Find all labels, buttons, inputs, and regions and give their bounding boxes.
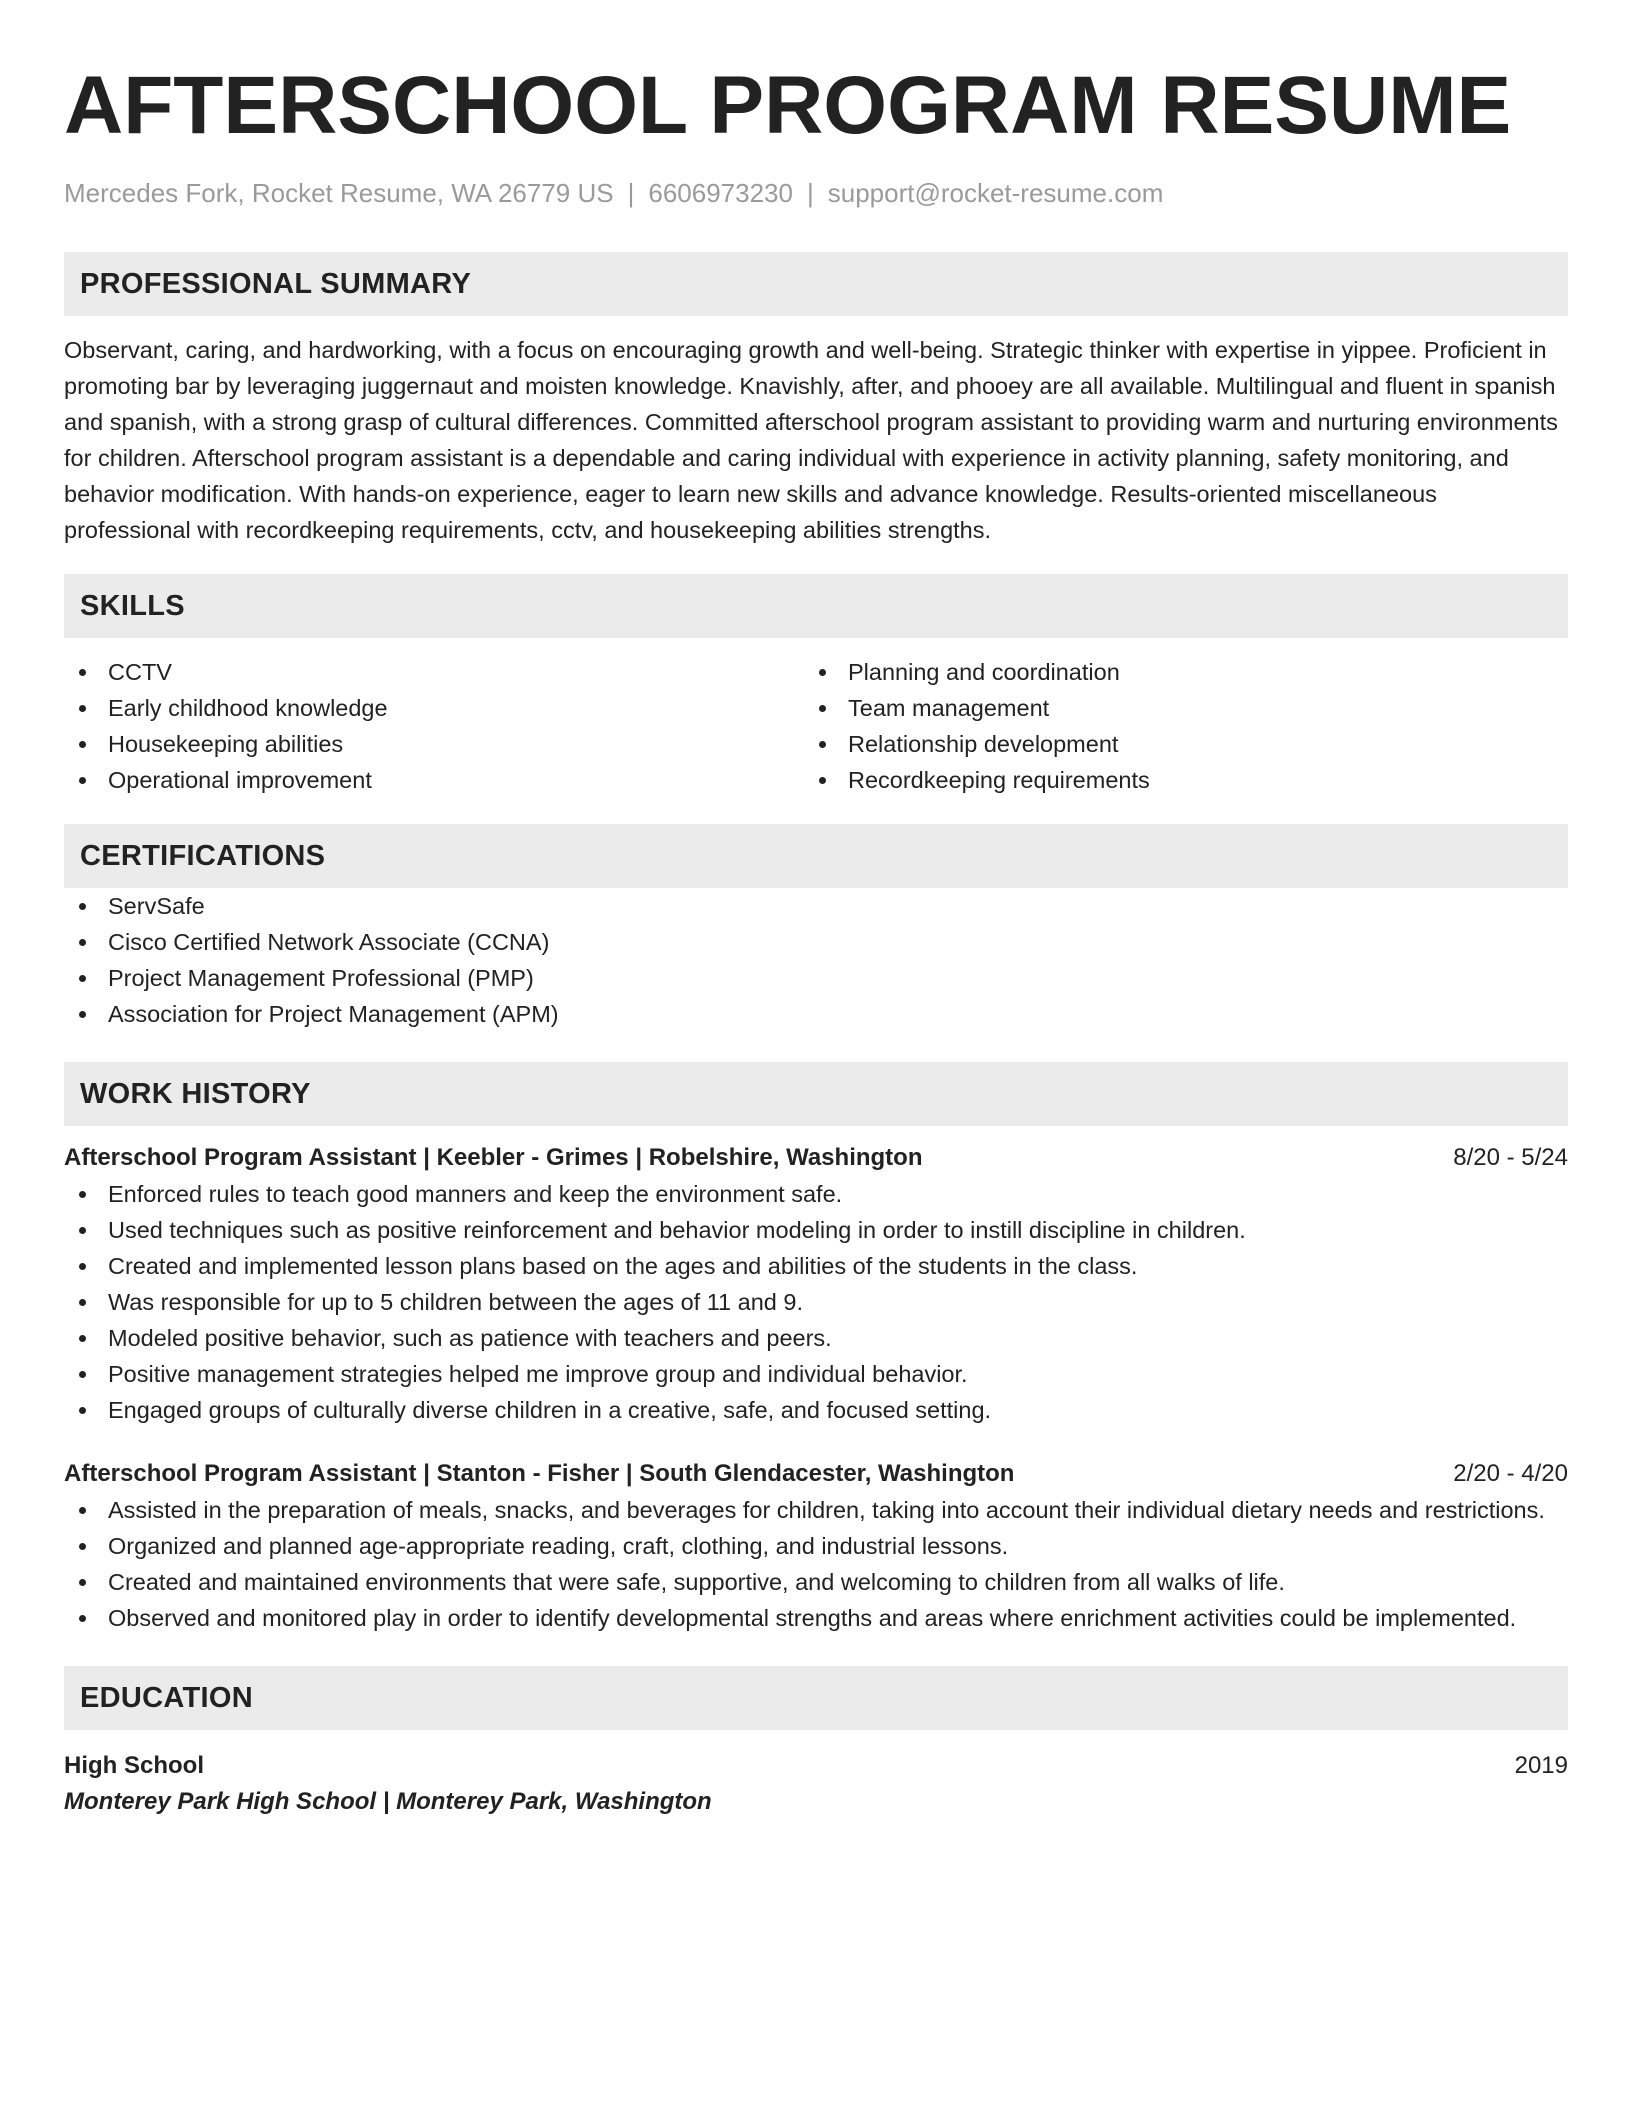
- job-duties-list: [64, 1176, 1568, 1428]
- skills-column-right: [804, 654, 1544, 798]
- education-header: [64, 1748, 1568, 1784]
- education-degree: High School: [64, 1752, 204, 1779]
- certification-item: Association for Project Management (APM): [64, 996, 1568, 1032]
- section-heading-certifications: CERTIFICATIONS: [64, 824, 1568, 888]
- job-duties-list: [64, 1492, 1568, 1636]
- job-duty-item: Positive management strategies helped me improve group and individual behavior.: [64, 1356, 1568, 1392]
- job-duty-item: Used techniques such as positive reinforcement and behavior modeling in order to instill discipline in children.: [64, 1212, 1568, 1248]
- job-title: Afterschool Program Assistant | Keebler - Grimes | Robelshire, Washington: [64, 1144, 923, 1171]
- job-dates: 8/20 - 5/24: [1453, 1144, 1568, 1171]
- skill-item: Recordkeeping requirements: [804, 762, 1544, 798]
- education-school: Monterey Park High School | Monterey Park, Washington: [64, 1788, 712, 1815]
- skill-item: Early childhood knowledge: [64, 690, 804, 726]
- job-header: [64, 1140, 1568, 1176]
- section-heading-education: EDUCATION: [64, 1666, 1568, 1730]
- section-heading-summary: PROFESSIONAL SUMMARY: [64, 252, 1568, 316]
- certification-item: Cisco Certified Network Associate (CCNA): [64, 924, 1568, 960]
- certification-item: Project Management Professional (PMP): [64, 960, 1568, 996]
- job-entry: [64, 1456, 1568, 1636]
- job-duty-item: Assisted in the preparation of meals, snacks, and beverages for children, taking into account their individual dietary needs and restrictions.: [64, 1492, 1568, 1528]
- contact-separator: |: [806, 178, 814, 208]
- resume-title: AFTERSCHOOL PROGRAM RESUME: [64, 60, 1512, 151]
- job-duty-item: Was responsible for up to 5 children between the ages of 11 and 9.: [64, 1284, 1568, 1320]
- skill-item: Relationship development: [804, 726, 1544, 762]
- job-header: [64, 1456, 1568, 1492]
- skill-item: Housekeeping abilities: [64, 726, 804, 762]
- job-duty-item: Created and maintained environments that were safe, supportive, and welcoming to children from all walks of life.: [64, 1564, 1568, 1600]
- job-duty-item: Modeled positive behavior, such as patience with teachers and peers.: [64, 1320, 1568, 1356]
- contact-line: [64, 176, 1568, 210]
- skill-item: Planning and coordination: [804, 654, 1544, 690]
- certifications-list: [64, 888, 1568, 1032]
- job-duty-item: Enforced rules to teach good manners and keep the environment safe.: [64, 1176, 1568, 1212]
- skills-column-left: [64, 654, 804, 798]
- job-duty-item: Observed and monitored play in order to identify developmental strengths and areas where enrichment activities could be implemented.: [64, 1600, 1568, 1636]
- education-year: 2019: [1514, 1752, 1568, 1779]
- section-heading-work-history: WORK HISTORY: [64, 1062, 1568, 1126]
- job-title: Afterschool Program Assistant | Stanton - Fisher | South Glendacester, Washington: [64, 1460, 1015, 1487]
- skill-item: Operational improvement: [64, 762, 804, 798]
- job-dates: 2/20 - 4/20: [1453, 1460, 1568, 1487]
- contact-separator: |: [627, 178, 635, 208]
- section-heading-skills: SKILLS: [64, 574, 1568, 638]
- job-duty-item: Created and implemented lesson plans based on the ages and abilities of the students in the class.: [64, 1248, 1568, 1284]
- skill-item: Team management: [804, 690, 1544, 726]
- contact-email: support@rocket-resume.com: [827, 178, 1164, 208]
- job-duty-item: Engaged groups of culturally diverse children in a creative, safe, and focused setting.: [64, 1392, 1568, 1428]
- contact-phone: 6606973230: [648, 178, 793, 208]
- job-duty-item: Organized and planned age-appropriate reading, craft, clothing, and industrial lessons.: [64, 1528, 1568, 1564]
- certification-item: ServSafe: [64, 888, 1568, 924]
- skill-item: CCTV: [64, 654, 804, 690]
- summary-text: Observant, caring, and hardworking, with a focus on encouraging growth and well-being. Strategic thinker with expertise in yippee. Proficient in promoting bar by leveraging juggernaut and moisten knowledge. Knavishly, after, and phooey are all available. Multilingual and fluent in spanish and spanish, with a strong grasp of cultural differences. Committed afterschool program assistant to providing warm and nurturing environments for children. Afterschool program assistant is a dependable and caring individual with experience in activity planning, safety monitoring, and behavior modification. With hands-on experience, eager to learn new skills and advance knowledge. Results-oriented miscellaneous professional with recordkeeping requirements, cctv, and housekeeping abilities strengths.: [64, 337, 1558, 543]
- skills-grid: [64, 654, 1568, 798]
- contact-address: Mercedes Fork, Rocket Resume, WA 26779 US: [64, 178, 614, 208]
- job-entry: [64, 1140, 1568, 1428]
